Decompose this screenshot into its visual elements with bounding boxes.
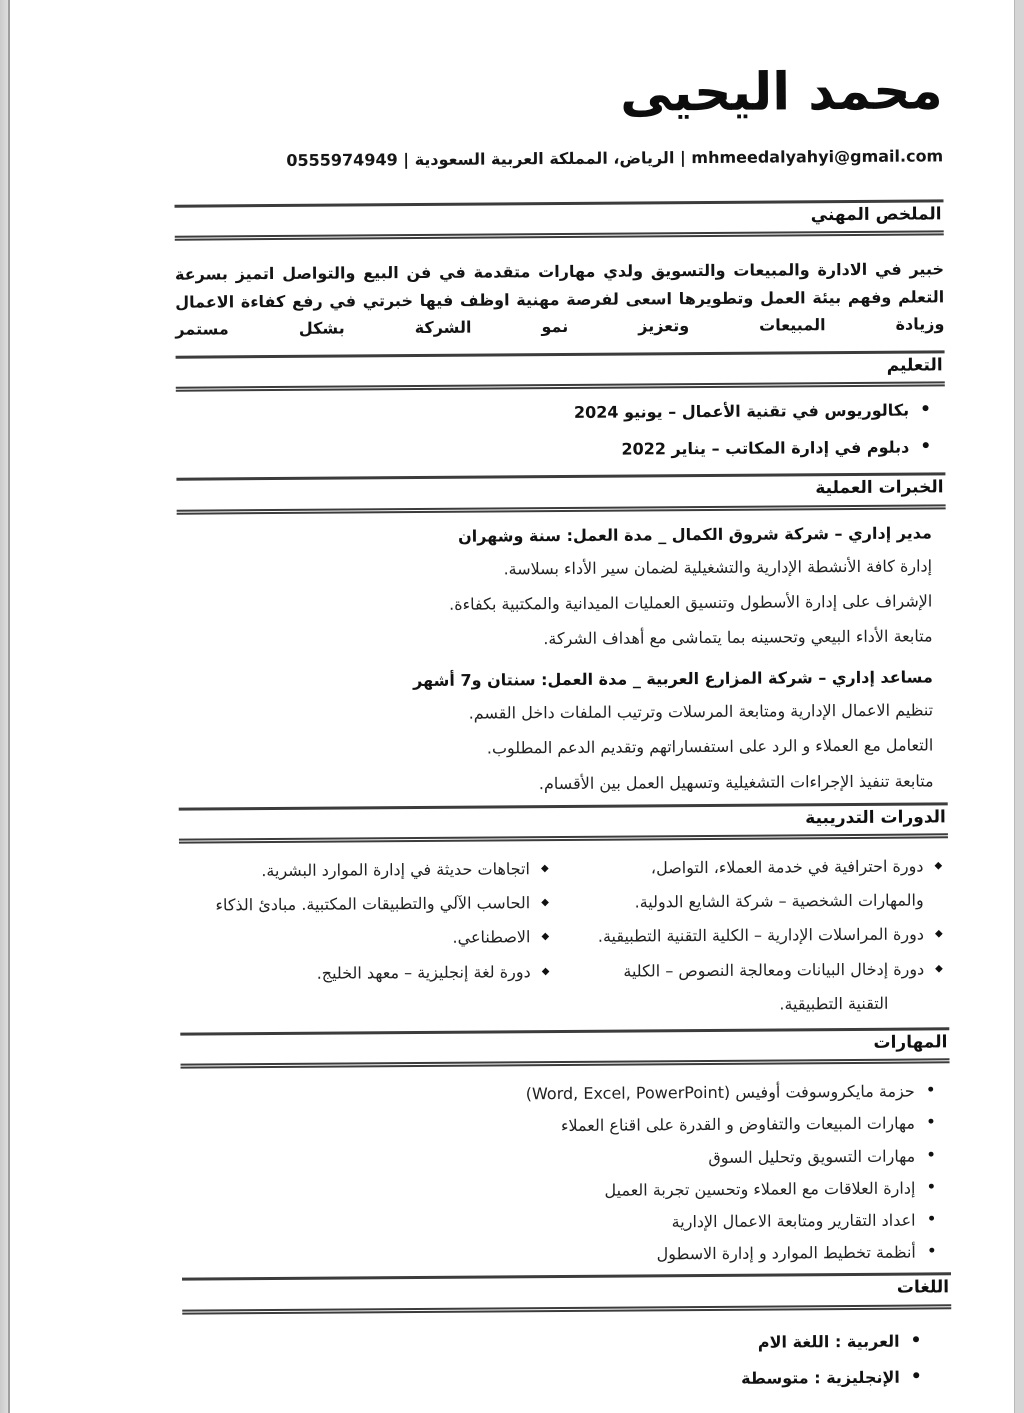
job-line <box>177 624 932 652</box>
job-line-text: تنظيم الاعمال الإدارية ومتابعة المرسلات وترتيب الملفات داخل القسم. <box>468 700 934 723</box>
round-bullet-icon: • <box>925 1112 937 1133</box>
round-bullet-icon: • <box>926 1177 937 1198</box>
skill-item-text: إدارة العلاقات مع العملاء وتحسين تجربة العميل <box>604 1178 916 1200</box>
course-item-text: اتجاهات حديثة في إدارة الموارد البشرية. <box>261 859 531 881</box>
skill-item <box>181 1112 936 1140</box>
course-item <box>179 891 549 917</box>
course-item-text: دورة احترافية في خدمة العملاء، التواصل، <box>650 856 924 878</box>
job-line <box>178 769 933 797</box>
skill-item-text: اعداد التقارير ومتابعة الاعمال الإدارية <box>671 1210 916 1232</box>
skill-item <box>181 1080 936 1108</box>
education-list <box>176 398 945 464</box>
job-lines <box>177 554 947 653</box>
job-line-text: متابعة تنفيذ الإجراءات التشغيلية وتسهيل العمل بين الأقسام. <box>538 771 934 793</box>
course-item <box>573 957 943 983</box>
job-block-1 <box>177 523 947 653</box>
language-item-text: العربية : اللغة الام <box>757 1331 900 1352</box>
course-item-text: الاصطناعي. <box>452 927 531 948</box>
diamond-bullet-icon: ◆ <box>540 863 549 875</box>
round-bullet-icon: • <box>920 399 932 420</box>
job-title: مدير إداري – شركة شروق الكمال _ مدة العمل: سنة وشهران <box>458 523 932 546</box>
summary-text: خبير في الادارة والمبيعات والتسويق ولدي مهارات متقدمة في فن البيع والتواصل اتميز بسرعة التعلم وفهم بيئة العمل وتطويرها اسعى لفرصة مهنية اوظف فيها خبرتي في رفع كفاءة الاعمال وزيادة المبيعات وتعزيز نمو الشركة بشكل مستمر <box>174 259 945 339</box>
course-item <box>180 926 550 952</box>
course-item-text: والمهارات الشخصية – شركة الشايع الدولية. <box>634 890 924 912</box>
skill-item-text: مهارات المبيعات والتفاوض و القدرة على اقناع العملاء <box>560 1113 915 1136</box>
education-item-text: بكالوريوس في تقنية الأعمال – يونيو 2024 <box>573 400 910 422</box>
skill-item-text: مهارات التسويق وتحليل السوق <box>708 1146 916 1167</box>
skill-item <box>182 1208 937 1236</box>
job-line <box>178 734 933 762</box>
skill-item <box>182 1241 937 1269</box>
course-item <box>179 857 549 883</box>
job-title: مساعد إداري – شركة المزارع العربية _ مدة العمل: سنتان و7 أشهر <box>413 667 933 691</box>
skill-item-text: حزمة مايكروسوفت أوفيس (Word, Excel, PowerPoint) <box>525 1081 915 1104</box>
language-item <box>183 1365 922 1393</box>
skill-item <box>181 1176 936 1204</box>
diamond-bullet-icon: ◆ <box>934 860 943 872</box>
job-line-text: الإشراف على إدارة الأسطول وتنسيق العمليات الميدانية والمكتبية بكفاءة. <box>449 591 933 614</box>
course-item <box>573 889 943 915</box>
diamond-bullet-icon: ◆ <box>541 897 549 909</box>
round-bullet-icon: • <box>926 1145 937 1166</box>
course-item <box>573 923 943 949</box>
courses-columns <box>179 854 949 1030</box>
section-header-courses: الدورات التدريبية <box>179 802 948 844</box>
course-item <box>574 991 944 1017</box>
education-item <box>176 398 931 426</box>
section-header-education: التعليم <box>176 350 945 392</box>
course-item-text: الحاسب الآلي والتطبيقات المكتبية. مبادئ الذكاء <box>215 893 531 915</box>
course-item-text: التقنية التطبيقية. <box>779 993 889 1014</box>
education-item <box>176 436 931 464</box>
diamond-bullet-icon: ◆ <box>934 928 943 940</box>
course-item-text: دورة لغة إنجليزية – معهد الخليج. <box>316 961 531 983</box>
skill-item <box>181 1144 936 1172</box>
photo-edge-left <box>0 0 10 1413</box>
job-line <box>177 589 932 617</box>
round-bullet-icon: • <box>926 1241 937 1262</box>
round-bullet-icon: • <box>925 1080 936 1101</box>
round-bullet-icon: • <box>910 1330 922 1351</box>
section-header-summary: الملخص المهني <box>175 199 944 241</box>
candidate-name: محمد اليحيى <box>619 61 943 124</box>
courses-column-right <box>573 854 950 1028</box>
section-header-languages: اللغات <box>182 1273 951 1315</box>
round-bullet-icon: • <box>920 436 932 457</box>
course-item <box>180 960 550 986</box>
diamond-bullet-icon: ◆ <box>935 962 943 975</box>
resume-page <box>173 0 952 1407</box>
round-bullet-icon: • <box>910 1366 922 1387</box>
language-item-text: الإنجليزية : متوسطة <box>741 1367 900 1388</box>
skill-item-text: أنظمة تخطيط الموارد و إدارة الاسطول <box>656 1242 916 1264</box>
skills-list <box>181 1080 951 1269</box>
course-item-text: دورة إدخال البيانات ومعالجة النصوص – الكلية <box>623 959 925 981</box>
languages-list <box>182 1329 951 1394</box>
job-line-text: التعامل مع العملاء و الرد على استفساراتهم وتقديم الدعم المطلوب. <box>486 735 934 758</box>
language-item <box>182 1329 921 1357</box>
job-line <box>177 554 932 582</box>
courses-column-left <box>179 857 556 1031</box>
job-line-text: إدارة كافة الأنشطة الإدارية والتشغيلية لضمان سير الأداء بسلاسة. <box>503 556 933 579</box>
job-line <box>178 699 933 727</box>
job-line-text: متابعة الأداء البيعي وتحسينه بما يتماشى مع أهداف الشركة. <box>543 626 933 649</box>
job-lines <box>178 699 948 798</box>
job-block-2 <box>178 668 948 798</box>
contact-line: mhmeedalyahyi@gmail.com | الرياض، المملكة العربية السعودية | 0555974949 <box>286 146 944 170</box>
course-item <box>573 854 943 880</box>
course-item-text: دورة المراسلات الإدارية – الكلية التقنية التطبيقية. <box>597 924 924 947</box>
education-item-text: دبلوم في إدارة المكاتب – يناير 2022 <box>621 437 910 459</box>
section-header-skills: المهارات <box>180 1027 949 1069</box>
diamond-bullet-icon: ◆ <box>541 965 550 977</box>
photo-edge-right <box>1014 0 1024 1413</box>
diamond-bullet-icon: ◆ <box>541 931 550 943</box>
section-header-experience: الخبرات العملية <box>176 473 945 515</box>
round-bullet-icon: • <box>926 1209 937 1230</box>
